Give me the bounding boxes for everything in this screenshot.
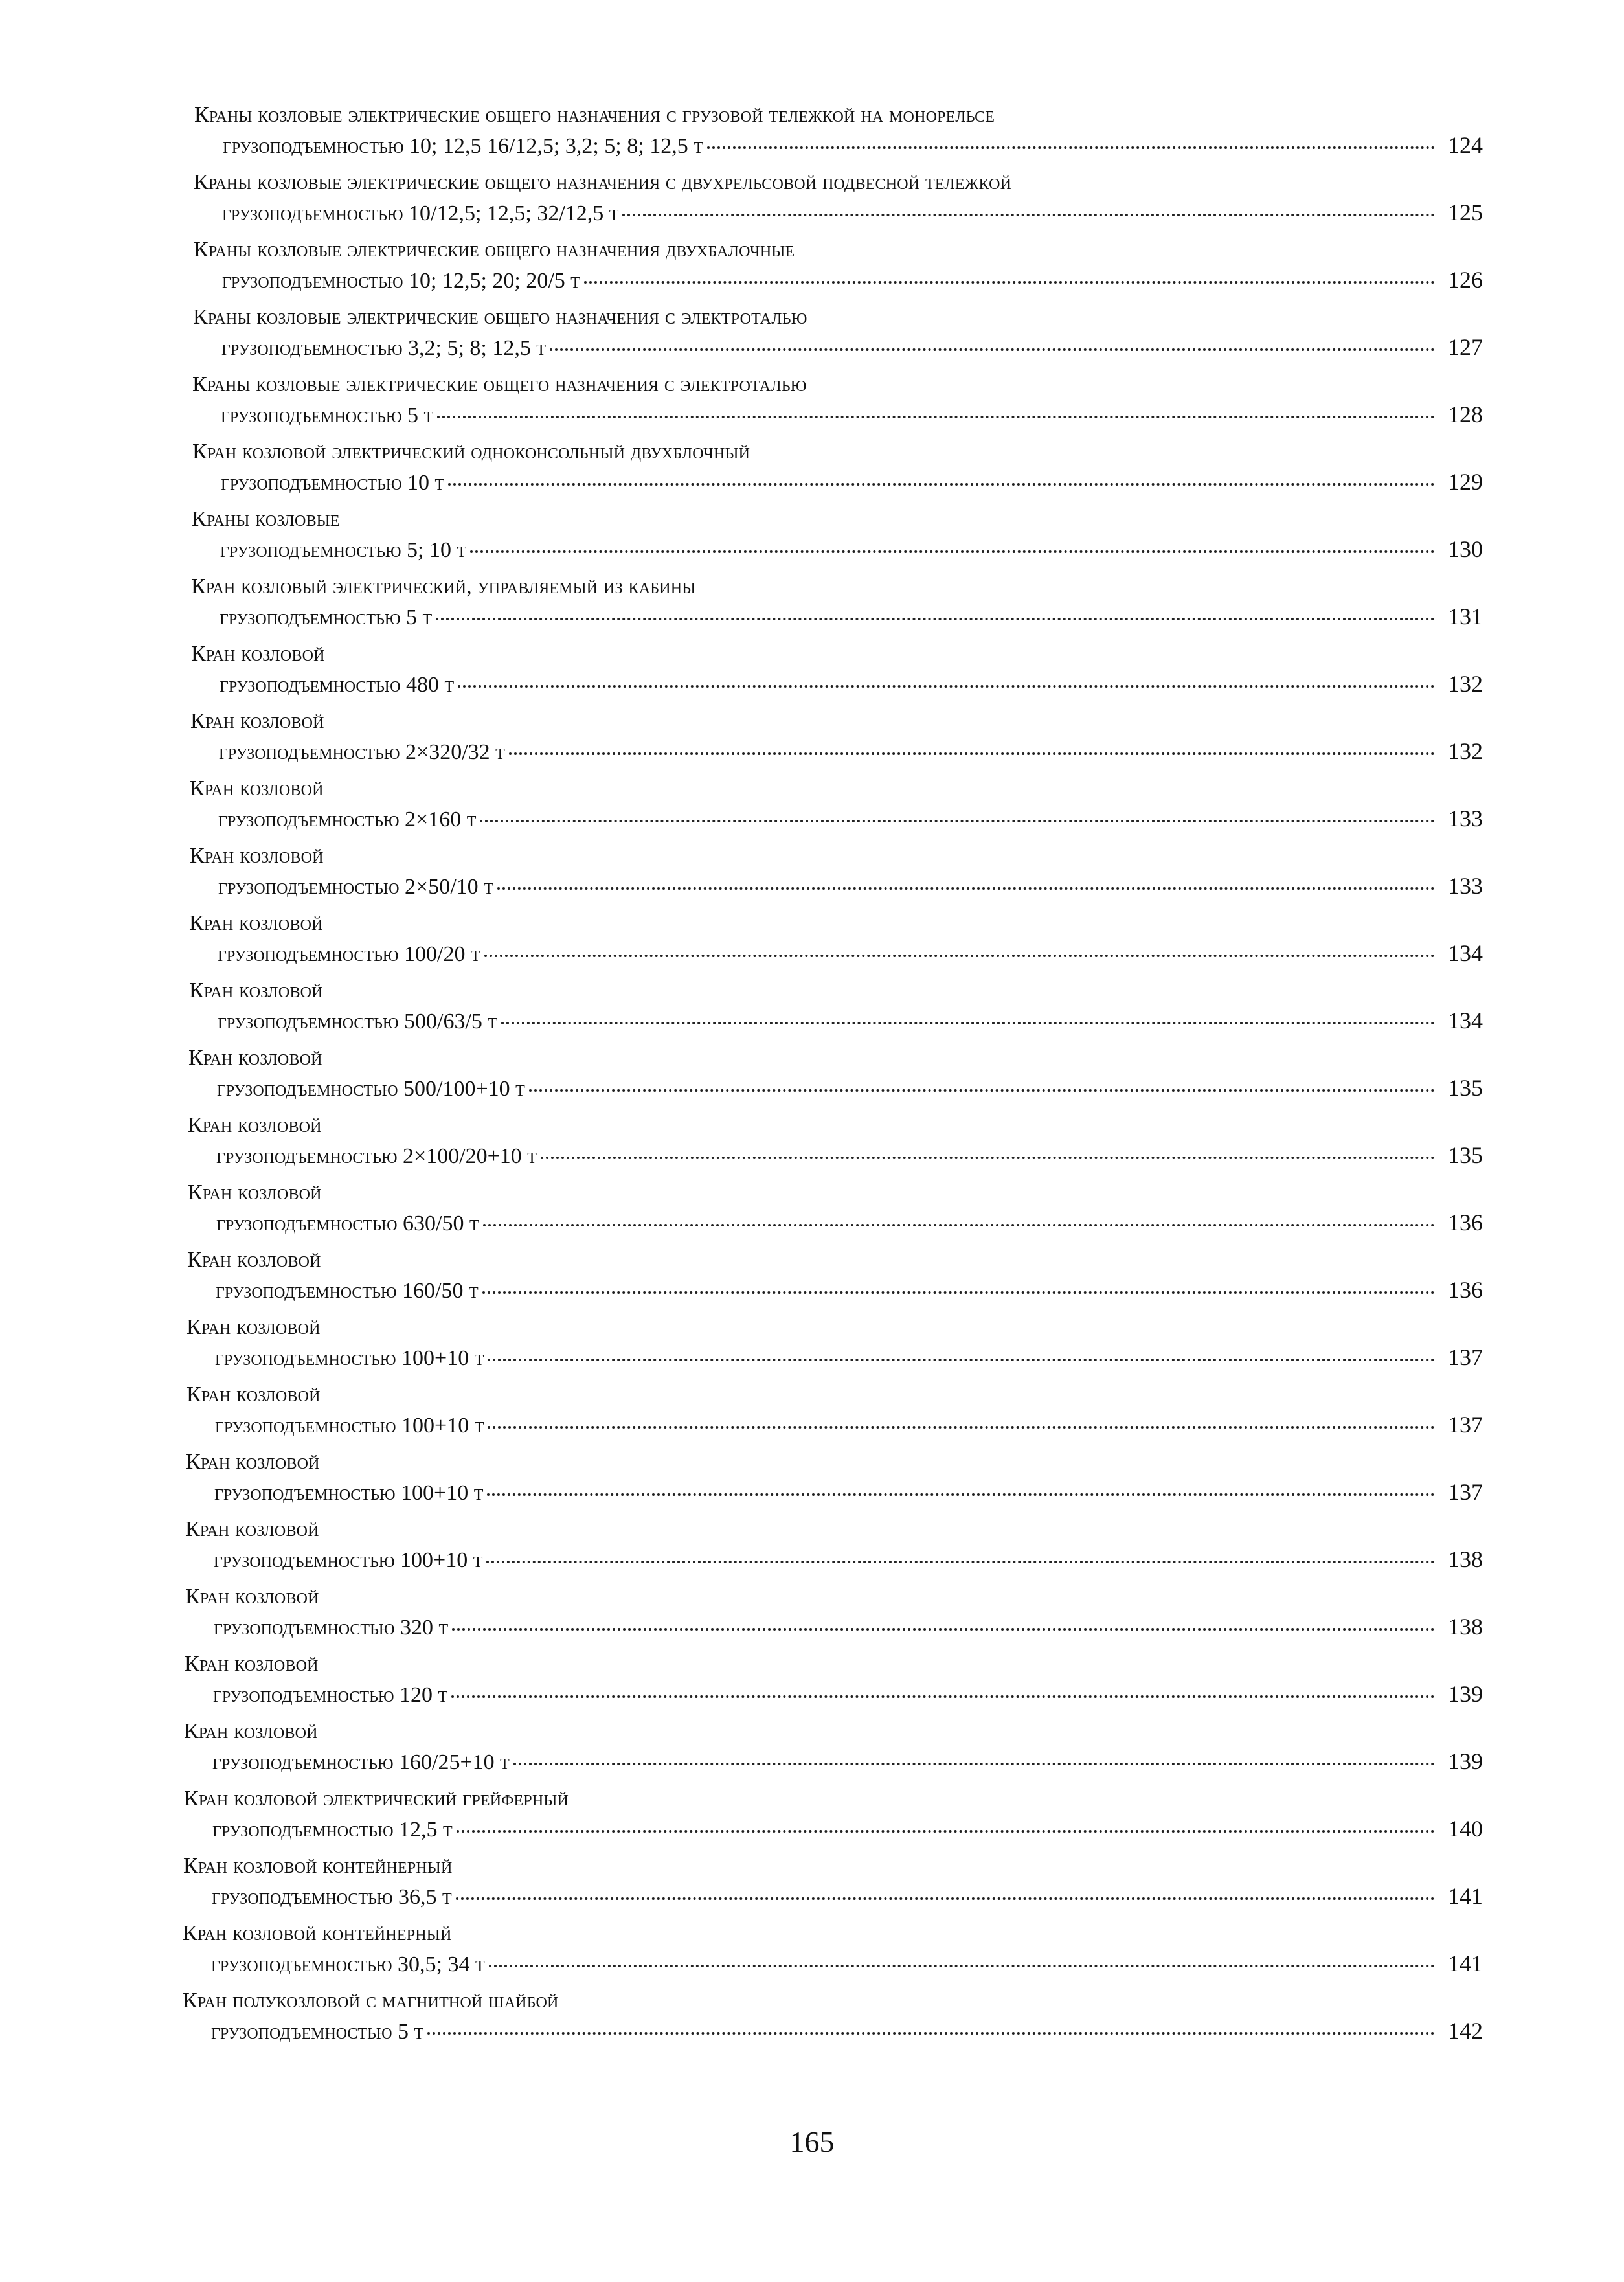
dot-leader [541,1137,1435,1159]
toc-entry-page: 136 [1448,1277,1483,1303]
toc-entry-title: Краны козловые электрические общего назначения с двухрельсовой подвесной тележкой [194,170,1012,194]
toc-entry-capacity: грузоподъемностью 100+10 т [214,1548,483,1572]
toc-entry [194,97,1483,164]
toc-entry-line [189,1005,1483,1037]
toc-entry-line [192,534,1483,566]
toc-entry-line [191,601,1483,633]
toc-entry [189,905,1483,973]
toc-entry-capacity: грузоподъемностью 10 т [221,471,445,495]
toc-entry-page: 138 [1448,1546,1483,1572]
toc-entry-page: 130 [1448,536,1483,562]
dot-leader [488,1339,1435,1361]
dot-leader [458,666,1435,688]
toc-entry-title: Кран полукозловой с магнитной шайбой [183,1989,559,2013]
toc-entry-page: 139 [1448,1681,1483,1707]
toc-entry-page: 124 [1448,132,1483,158]
dot-leader [513,1743,1435,1765]
toc-entry-line [194,197,1483,229]
toc-entry [184,1713,1483,1781]
dot-leader [484,935,1435,957]
toc-entry-capacity: грузоподъемностью 100+10 т [214,1481,484,1505]
toc-entry-title: Кран козловой контейнерный [183,1854,453,1878]
toc-entry-title: Кран козловой [189,978,323,1002]
dot-leader [509,733,1435,755]
toc-entry-page: 137 [1448,1412,1483,1438]
toc-entry-title: Кран козловой [185,1585,319,1609]
toc-entry-capacity: грузоподъемностью 5; 10 т [220,538,467,562]
toc-entry-title: Кран козловой [189,911,323,935]
toc-entry-capacity: грузоподъемностью 2×50/10 т [218,875,493,899]
dot-leader [448,464,1435,486]
toc-entry-line [188,1140,1483,1172]
toc-entry-capacity: грузоподъемностью 36,5 т [212,1885,452,1909]
toc-entry-page: 132 [1448,738,1483,764]
toc-entry-line [190,736,1483,768]
toc-entry [191,569,1483,636]
dot-leader [436,598,1435,620]
toc-entry-title: Кран козловой [188,1181,322,1204]
toc-entry [194,164,1483,232]
page-number: 165 [789,2125,835,2158]
toc-entry-title: Кран козловой [190,776,324,800]
toc-entry-page: 141 [1448,1950,1483,1976]
toc-entry-page: 133 [1448,873,1483,899]
toc-entry-page: 140 [1448,1816,1483,1842]
dot-leader [470,531,1435,553]
toc-entry-title: Кран козловой [186,1315,321,1339]
toc-entry-capacity: грузоподъемностью 500/63/5 т [218,1010,498,1034]
toc-entry-line [186,1476,1483,1509]
toc-entry-page: 134 [1448,940,1483,966]
toc-entry-page: 132 [1448,671,1483,697]
toc-entry-line [192,466,1483,499]
toc-entry-title: Кран козловой [188,1113,322,1137]
toc-entry-title: Кран козловой электрический грейферный [184,1787,569,1811]
dot-leader [452,1609,1435,1631]
dot-leader [488,1406,1435,1429]
toc-entry-line [185,1544,1483,1576]
toc-entry-line [189,938,1483,970]
toc-entry-capacity: грузоподъемностью 5 т [211,2020,424,2044]
toc-entry-line [194,264,1483,297]
toc-entry-page: 127 [1448,334,1483,360]
toc-entry-page: 135 [1448,1142,1483,1168]
toc-entry-title: Кран козловой [188,1046,322,1070]
toc-entry-line [187,1274,1483,1307]
toc-entry-capacity: грузоподъемностью 5 т [221,403,434,427]
toc-entry [190,703,1483,771]
toc-entry-line [188,1207,1483,1239]
toc-entry-capacity: грузоподъемностью 12,5 т [212,1818,453,1842]
toc-entry-page: 137 [1448,1479,1483,1505]
toc-entry [188,1107,1483,1175]
toc-entry-page: 134 [1448,1008,1483,1034]
toc-entry [194,232,1483,299]
dot-leader [427,2013,1435,2035]
toc-entry [192,501,1483,569]
toc-entry-title: Краны козловые электрические общего назначения с электроталью [193,305,807,329]
toc-entry [188,1040,1483,1107]
toc-entry-capacity: грузоподъемностью 10/12,5; 12,5; 32/12,5 т [222,201,619,225]
toc-entry-page: 142 [1448,2018,1483,2044]
toc-entry [184,1781,1483,1848]
toc-entry-page: 128 [1448,401,1483,427]
toc-entry [185,1579,1483,1646]
toc-entry-title: Кран козловой контейнерный [183,1921,452,1945]
toc-entry-capacity: грузоподъемностью 160/50 т [216,1279,479,1303]
toc-entry-page: 137 [1448,1344,1483,1370]
toc-entry-capacity: грузоподъемностью 120 т [213,1683,448,1707]
toc-entry [188,1175,1483,1242]
toc-entry [185,1511,1483,1579]
toc-entry [183,1848,1483,1915]
toc-entry-capacity: грузоподъемностью 2×320/32 т [219,740,505,764]
toc-entry-page: 141 [1448,1883,1483,1909]
toc-entry-title: Кран козловой [185,1652,319,1676]
toc-entry-title: Краны козловые электрические общего назначения с электроталью [192,372,807,396]
dot-leader [622,194,1435,216]
toc-entry [187,1242,1483,1309]
dot-leader [501,1002,1435,1024]
toc-entry-capacity: грузоподъемностью 630/50 т [216,1212,479,1236]
toc-entry [183,1915,1483,1983]
toc-entry-line [186,1409,1483,1441]
toc-entry-page: 131 [1448,604,1483,629]
dot-leader [437,396,1435,418]
dot-leader [489,1945,1435,1967]
toc-entry-capacity: грузоподъемностью 160/25+10 т [212,1750,510,1774]
toc-entry-line [184,1746,1483,1778]
toc-entry-line [183,1948,1483,1980]
toc-entry-page: 135 [1448,1075,1483,1101]
toc-entry-capacity: грузоподъемностью 2×100/20+10 т [216,1144,537,1168]
toc-entry-title: Кран козловой [190,844,324,868]
toc-entry-page: 136 [1448,1210,1483,1236]
toc-entry-line [185,1678,1483,1711]
toc-entry [191,636,1483,703]
dot-leader [707,127,1435,149]
toc-entry-title: Кран козловой [186,1450,320,1474]
toc-entry-capacity: грузоподъемностью 100/20 т [218,942,480,966]
toc-entry-line [185,1611,1483,1644]
dot-leader [529,1070,1435,1092]
toc-entry-title: Краны козловые электрические общего назначения двухбалочные [194,238,795,262]
toc-entry-capacity: грузоподъемностью 2×160 т [218,808,477,831]
toc-entry-capacity: грузоподъемностью 500/100+10 т [217,1077,525,1101]
dot-leader [482,1272,1435,1294]
toc-entry-page: 126 [1448,267,1483,293]
toc-entry-line [188,1072,1483,1105]
toc-entry [192,367,1483,434]
toc-entry-line [191,668,1483,701]
toc-entry-capacity: грузоподъемностью 100+10 т [215,1346,484,1370]
toc-entry [186,1377,1483,1444]
toc-entry [183,1983,1483,2050]
toc-entry [186,1444,1483,1511]
toc-entry-line [192,399,1483,431]
dot-leader [487,1474,1435,1496]
toc-entry-capacity: грузоподъемностью 320 т [214,1616,449,1640]
dot-leader [480,800,1435,822]
dot-leader [584,262,1435,284]
toc-entry [189,973,1483,1040]
toc-entry [186,1309,1483,1377]
toc-entry-line [183,2015,1483,2048]
toc-entry-title: Кран козловой [187,1248,321,1272]
dot-leader [483,1204,1435,1226]
toc-entry-page: 139 [1448,1748,1483,1774]
toc-entry-page: 133 [1448,806,1483,831]
toc-entry-line [190,803,1483,835]
toc-entry-line [184,1813,1483,1846]
dot-leader [486,1541,1435,1563]
toc-entry-title: Кран козловый электрический, управляемый из кабины [191,574,696,598]
toc-entry-capacity: грузоподъемностью 100+10 т [215,1414,484,1438]
toc-entry-line [193,332,1483,364]
toc-entry-page: 129 [1448,469,1483,495]
dot-leader [550,329,1435,351]
toc-entry [192,434,1483,501]
toc-entry-page: 138 [1448,1614,1483,1640]
toc-entry-title: Краны козловые электрические общего назначения с грузовой тележкой на монорельсе [194,103,995,127]
toc-entry [190,771,1483,838]
dot-leader [451,1676,1435,1698]
toc-entry-title: Кран козловой электрический одноконсольный двухблочный [192,440,750,464]
toc-entry [193,299,1483,367]
toc-entry-page: 125 [1448,199,1483,225]
toc-entry-title: Кран козловой [184,1719,318,1743]
toc-entry-capacity: грузоподъемностью 480 т [220,673,455,697]
toc-entry-title: Кран козловой [185,1517,319,1541]
table-of-contents [183,97,1483,2050]
toc-entry [190,838,1483,905]
toc-entry-capacity: грузоподъемностью 5 т [220,605,433,629]
toc-entry-title: Кран козловой [186,1383,321,1406]
toc-entry [185,1646,1483,1713]
toc-entry-capacity: грузоподъемностью 10; 12,5 16/12,5; 3,2; 5; 8; 12,5 т [223,134,703,158]
toc-entry-capacity: грузоподъемностью 30,5; 34 т [211,1952,485,1976]
toc-entry-title: Краны козловые [192,507,340,531]
dot-leader [456,1878,1435,1900]
toc-entry-title: Кран козловой [191,642,325,666]
toc-entry-line [194,130,1483,162]
toc-entry-capacity: грузоподъемностью 10; 12,5; 20; 20/5 т [222,269,580,293]
toc-entry-capacity: грузоподъемностью 3,2; 5; 8; 12,5 т [221,336,547,360]
toc-entry-line [183,1881,1483,1913]
dot-leader [497,868,1435,890]
toc-entry-line [186,1342,1483,1374]
toc-entry-line [190,870,1483,903]
toc-entry-title: Кран козловой [190,709,324,733]
dot-leader [457,1811,1435,1833]
